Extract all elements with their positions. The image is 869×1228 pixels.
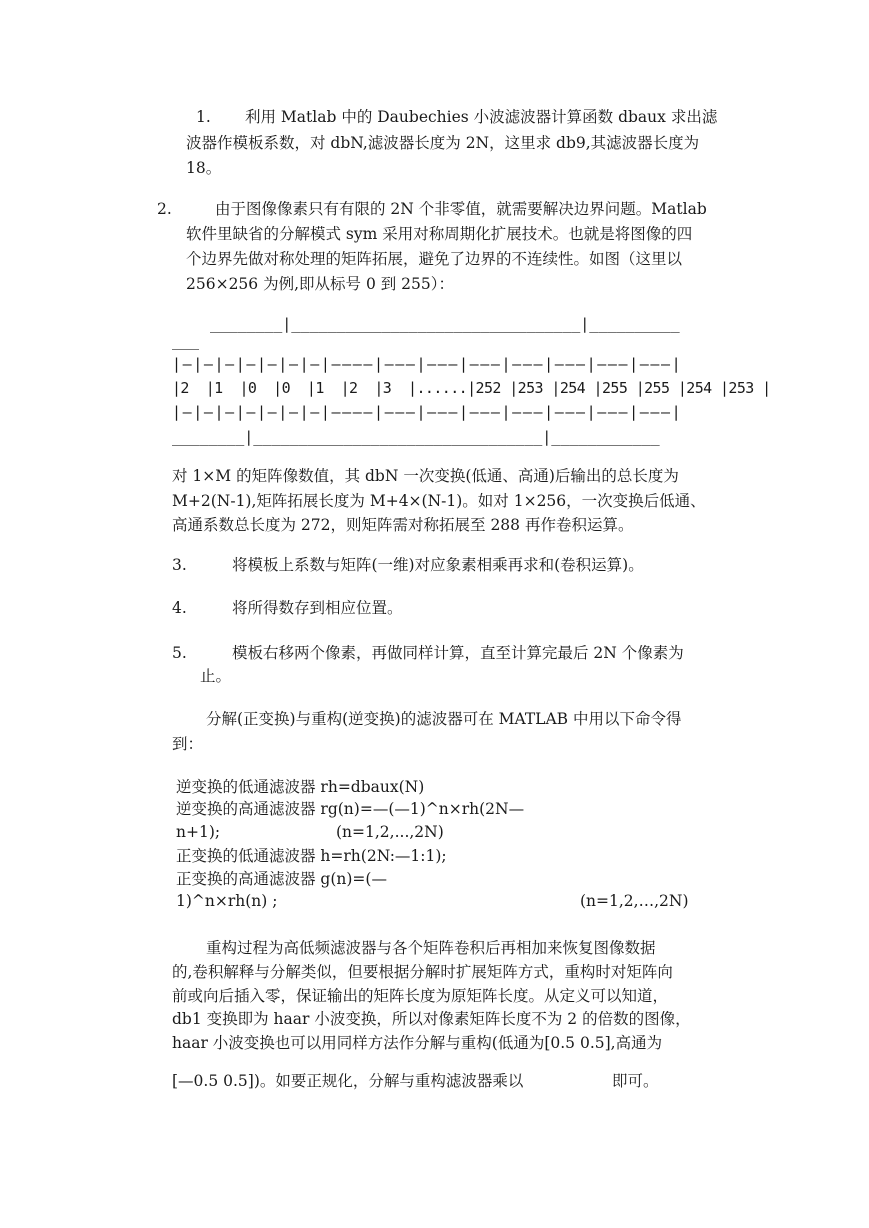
formula-forward-highpass-range: (n=1,2,…,2N) (580, 892, 689, 910)
formula-inverse-highpass-range: (n=1,2,...,2N) (336, 823, 444, 841)
item-number-2: 2. (157, 200, 172, 218)
paragraph-2b-line-3: 高通系数总长度为 272，则矩阵需对称拓展至 288 再作卷积运算。 (172, 516, 634, 534)
item-5-line-2: 止。 (200, 667, 232, 685)
formula-forward-lowpass: 正变换的低通滤波器 h=rh(2N:—1:1); (176, 847, 447, 865)
paragraph-7-line-6: [—0.5 0.5])。如要正规化，分解与重构滤波器乘以 (172, 1072, 524, 1090)
item-3-text: 将模板上系数与矩阵(一维)对应象素相乘再求和(卷积运算)。 (232, 556, 644, 574)
formula-inverse-lowpass: 逆变换的低通滤波器 rh=dbaux(N) (176, 778, 425, 796)
paragraph-1-line-2: 波器作模板系数，对 dbN,滤波器长度为 2N，这里求 db9,其滤波器长度为 (186, 134, 700, 152)
matrix-bottom-rule: ________|________________________________|____________ (172, 428, 660, 446)
paragraph-7-line-6-end: 即可。 (612, 1072, 659, 1090)
formula-forward-highpass-cont: 1)^n×rh(n) ; (176, 892, 278, 910)
paragraph-2-line-2: 软件里缺省的分解模式 sym 采用对称周期化扩展技术。也就是将图像的四 (186, 225, 693, 243)
paragraph-1-line-1: 利用 Matlab 中的 Daubechies 小波滤波器计算函数 dbaux 求出滤 (245, 108, 718, 126)
paragraph-7-line-5: haar 小波变换也可以用同样方法作分解与重构(低通为[0.5 0.5],高通为 (172, 1034, 663, 1052)
paragraph-6-line-2: 到： (172, 735, 204, 753)
formula-forward-highpass: 正变换的高通滤波器 g(n)=(— (176, 870, 387, 888)
item-number-5: 5. (172, 644, 187, 662)
paragraph-2b-line-2: M+2(N-1),矩阵拓展长度为 M+4×(N-1)。如对 1×256，一次变换后低通、 (172, 492, 706, 510)
paragraph-7-line-2: 的,卷积解释与分解类似，但要根据分解时扩展矩阵方式，重构时对矩阵向 (172, 963, 673, 981)
item-number-3: 3. (172, 556, 187, 574)
matrix-top-rule: ________|________________________________|__________ (210, 315, 680, 333)
paragraph-7-line-4: db1 变换即为 haar 小波变换，所以对像素矩阵长度不为 2 的倍数的图像， (172, 1010, 691, 1028)
item-5-line-1: 模板右移两个像素，再做同样计算，直至计算完最后 2N 个像素为 (232, 644, 684, 662)
item-number-1: 1. (196, 108, 211, 126)
item-number-4: 4. (172, 599, 187, 617)
paragraph-2-line-4: 256×256 为例,即从标号 0 到 255）： (186, 275, 454, 293)
item-4-text: 将所得数存到相应位置。 (232, 599, 403, 617)
paragraph-2-line-1: 由于图像像素只有有限的 2N 个非零值，就需要解决边界问题。Matlab (215, 200, 707, 218)
matrix-values-row: |2 |1 |0 |0 |1 |2 |3 |......|252 |253 |254 |255 |255 |254 |253 | (172, 379, 771, 397)
paragraph-2b-line-1: 对 1×M 的矩阵像数值，其 dbN 一次变换(低通、高通)后输出的总长度为 (172, 467, 679, 485)
formula-inverse-highpass-cont: n+1); (176, 823, 221, 841)
paragraph-6-line-1: 分解(正变换)与重构(逆变换)的滤波器可在 MATLAB 中用以下命令得 (206, 710, 682, 728)
paragraph-7-line-1: 重构过程为高低频滤波器与各个矩阵卷积后再相加来恢复图像数据 (206, 939, 656, 957)
matrix-row-divider-bottom: |—|—|—|—|—|—|—|————|———|———|———|———|———|———|———| (172, 403, 683, 421)
formula-inverse-highpass: 逆变换的高通滤波器 rg(n)=—(—1)^n×rh(2N— (176, 800, 525, 818)
matrix-top-rule-continued: ___ (172, 332, 200, 350)
matrix-row-divider-top: |—|—|—|—|—|—|—|————|———|———|———|———|———|———|———| (172, 355, 683, 373)
paragraph-7-line-3: 前或向后插入零，保证输出的矩阵长度为原矩阵长度。从定义可以知道， (172, 987, 669, 1005)
paragraph-2-line-3: 个边界先做对称处理的矩阵拓展，避免了边界的不连续性。如图（这里以 (186, 250, 683, 268)
paragraph-1-line-3: 18。 (186, 159, 222, 177)
